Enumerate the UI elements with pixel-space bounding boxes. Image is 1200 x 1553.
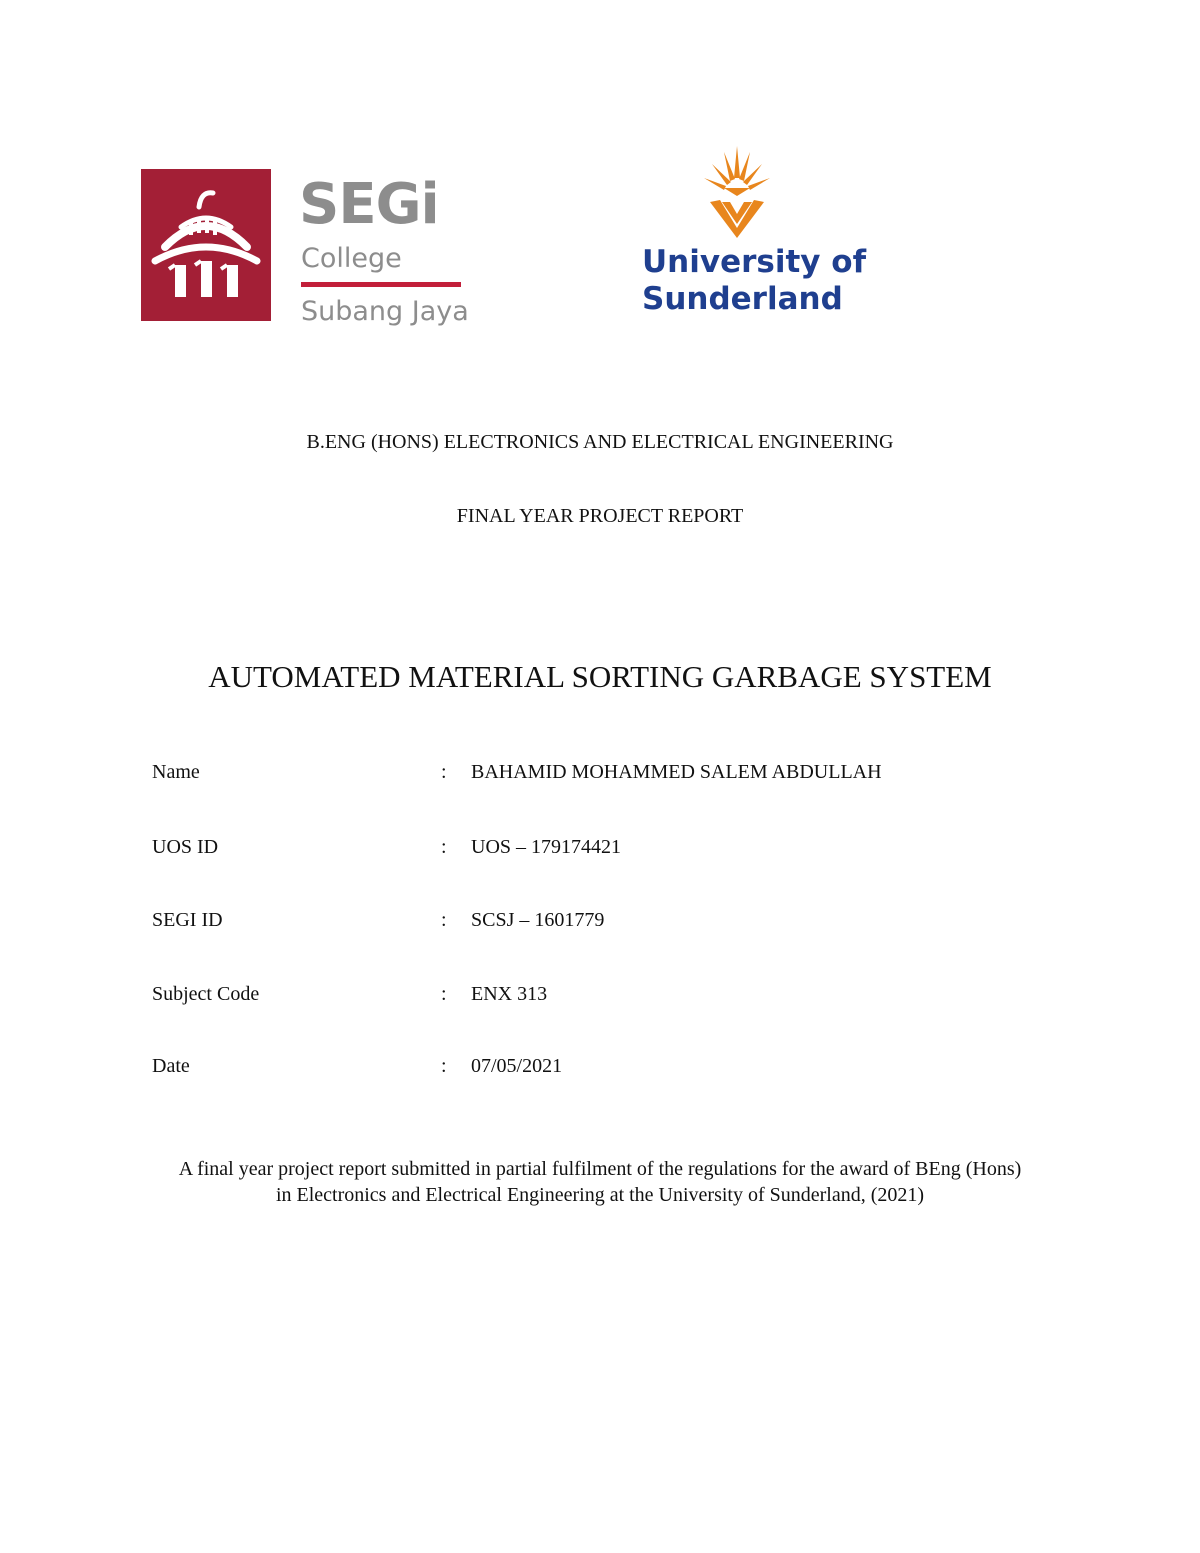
- segi-college-logo: [141, 169, 471, 334]
- detail-value: SCSJ – 1601779: [471, 909, 605, 931]
- detail-row-date: [152, 1052, 1052, 1080]
- detail-value: 07/05/2021: [471, 1055, 563, 1077]
- detail-value: ENX 313: [471, 983, 548, 1005]
- detail-separator: :: [441, 1055, 447, 1077]
- detail-label: SEGI ID: [152, 909, 223, 931]
- detail-value: UOS – 179174421: [471, 836, 622, 858]
- programme-heading: B.ENG (HONS) ELECTRONICS AND ELECTRICAL ENGINEERING: [306, 431, 894, 453]
- submission-statement: [100, 1156, 1100, 1208]
- submission-statement-line-2: in Electronics and Electrical Engineering at the University of Sunderland, (2021): [275, 1184, 925, 1206]
- segi-logo-divider: [301, 282, 461, 287]
- detail-separator: :: [441, 983, 447, 1005]
- detail-row-name: [152, 758, 1052, 786]
- submission-statement-line-1: A final year project report submitted in partial fulfilment of the regulations for the award of BEng (Hons): [178, 1158, 1022, 1180]
- university-of-sunderland-logo: [636, 144, 876, 324]
- sunderland-logo-line-1: University of: [642, 244, 867, 280]
- project-title: AUTOMATED MATERIAL SORTING GARBAGE SYSTEM: [208, 659, 992, 694]
- detail-row-uos-id: [152, 833, 1052, 861]
- segi-building-mark-icon: [141, 169, 271, 321]
- detail-row-subject-code: [152, 980, 1052, 1008]
- segi-logo-college-text: College: [301, 243, 402, 274]
- detail-label: Name: [152, 761, 200, 783]
- detail-separator: :: [441, 909, 447, 931]
- detail-label: Subject Code: [152, 983, 260, 1005]
- detail-separator: :: [441, 836, 447, 858]
- detail-value: BAHAMID MOHAMMED SALEM ABDULLAH: [471, 761, 882, 783]
- sunderland-logo-line-2: Sunderland: [642, 281, 843, 317]
- detail-label: UOS ID: [152, 836, 219, 858]
- report-type-heading: FINAL YEAR PROJECT REPORT: [456, 505, 744, 527]
- segi-logo-campus-text: Subang Jaya: [301, 296, 469, 327]
- detail-row-segi-id: [152, 906, 1052, 934]
- sunburst-emblem-icon: [702, 144, 772, 240]
- detail-separator: :: [441, 761, 447, 783]
- segi-logo-wordmark: SEGi: [299, 172, 439, 237]
- detail-label: Date: [152, 1055, 190, 1077]
